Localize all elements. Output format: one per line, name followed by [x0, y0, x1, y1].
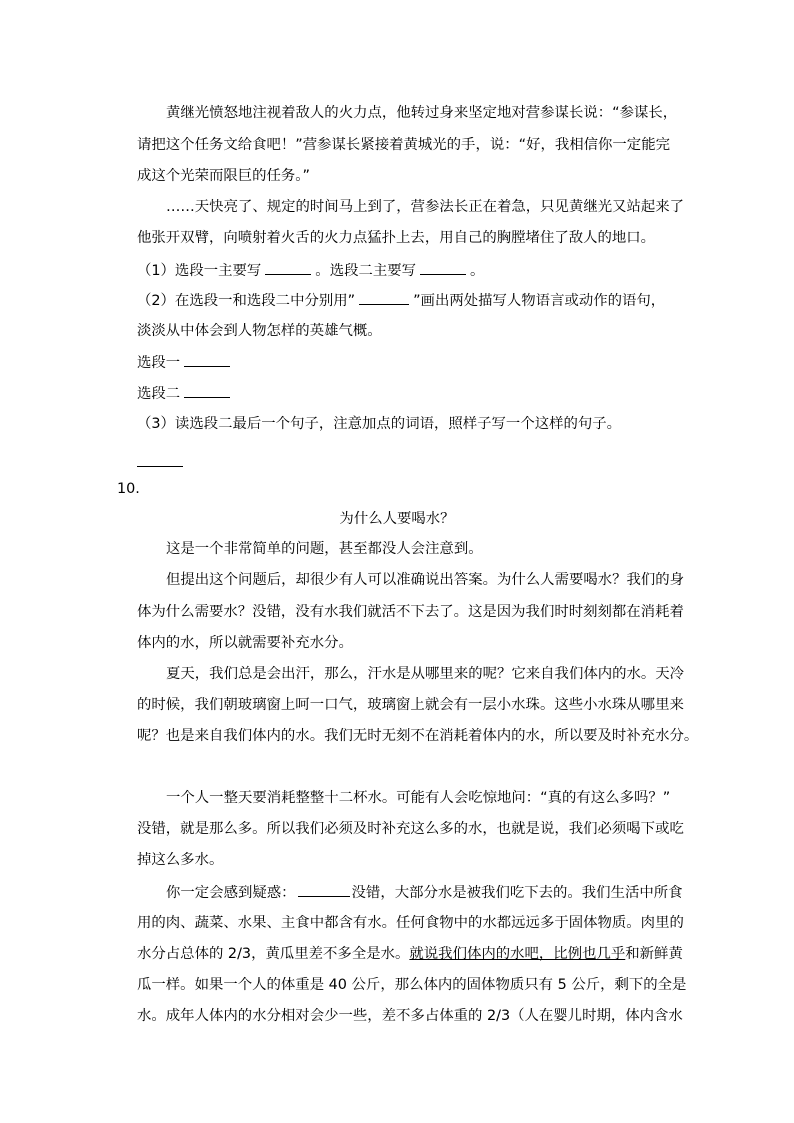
segment-1-answer — [137, 352, 234, 372]
paragraph-line: 但提出这个问题后，却很少有人可以准确说出答案。为什么人需要喝水？我们的身 — [166, 572, 685, 588]
text: 和新鲜黄 — [625, 946, 683, 962]
answer-blank[interactable] — [265, 260, 311, 275]
paragraph-line: 黄继光愤怒地注视着敌人的火力点，他转过身来坚定地对营参谋长说：“参谋长， — [166, 105, 678, 121]
paragraph-line: 用的肉、蔬菜、水果、主食中都含有水。任何食物中的水都远远多于固体物质。肉里的 — [137, 915, 684, 931]
question-text: 。选段二主要写 — [315, 263, 417, 279]
text: 水分占总体的 2/3，黄瓜里差不多全是水。 — [137, 946, 410, 962]
question-text: ”画出两处描写人物语言或动作的语句， — [413, 293, 666, 309]
label: 选段一 — [137, 355, 181, 371]
article-title: 为什么人要喝水？ — [339, 511, 455, 527]
question-3: （3）读选段二最后一个句子，注意加点的词语，照样子写一个这样的句子。 — [137, 416, 622, 432]
paragraph-line — [166, 882, 683, 902]
text: 没错，大部分水是被我们吃下去的。我们生活中所食 — [351, 885, 683, 901]
question-number: 10. — [117, 481, 140, 497]
paragraph-line: 瓜一样。如果一个人的体重是 40 公斤，那么体内的固体物质只有 5 公斤，剩下的全是 — [137, 977, 687, 993]
underlined-sentence: 就说我们体内的水吧，比例也几乎 — [409, 946, 626, 962]
question-text: （1）选段一主要写 — [137, 263, 262, 279]
question-text: 。 — [470, 263, 485, 279]
paragraph-line: 呢？也是来自我们体内的水。我们无时无刻不在消耗着体内的水，所以要及时补充水分。 — [137, 728, 699, 744]
paragraph-line: 这是一个非常简单的问题，甚至都没人会注意到。 — [166, 541, 483, 557]
paragraph-line: 体为什么需要水？没错，没有水我们就活不下去了。这是因为我们时时刻刻都在消耗着 — [137, 604, 684, 620]
paragraph-line: 成这个光荣而限巨的任务。” — [137, 168, 310, 184]
paragraph-line: 体内的水，所以就需要补充水分。 — [137, 635, 353, 651]
paragraph-line: 的时候，我们朝玻璃窗上呵一口气，玻璃窗上就会有一层小水珠。这些小水珠从哪里来 — [137, 697, 684, 713]
segment-2-answer — [137, 383, 234, 403]
paragraph-line: ……天快亮了、规定的时间马上到了，营参法长正在着急，只见黄继光又站起来了 — [166, 199, 685, 215]
question-2 — [137, 290, 665, 310]
paragraph-line: 掉这么多水。 — [137, 852, 224, 868]
paragraph-line: 夏天，我们总是会出汗，那么，汗水是从哪里来的呢？它来自我们体内的水。天冷 — [166, 666, 685, 682]
question-1 — [137, 260, 484, 280]
paragraph-line: 水。成年人体内的水分相对会少一些，差不多占体重的 2/3（人在婴儿时期，体内含水 — [137, 1008, 683, 1024]
answer-blank[interactable] — [184, 383, 230, 398]
paragraph-line: 一个人一整天要消耗整整十二杯水。可能有人会吃惊地问：“真的有这么多吗？” — [166, 790, 671, 806]
paragraph-line: 请把这个任务文给食吧！”营参谋长紧接着黄城光的手，说：“好，我相信你一定能完 — [137, 137, 670, 153]
answer-blank[interactable] — [420, 260, 466, 275]
answer-blank[interactable] — [137, 452, 183, 467]
text: 你一定会感到疑惑： — [166, 885, 296, 901]
paragraph-line — [137, 944, 683, 964]
question-text: （2）在选段一和选段二中分别用” — [137, 293, 356, 309]
label: 选段二 — [137, 386, 181, 402]
answer-blank[interactable] — [359, 290, 409, 305]
question-3-answer — [137, 452, 183, 472]
paragraph-line: 他张开双臂，向喷射着火舌的火力点猛扑上去，用自己的胸膛堵住了敌人的地口。 — [137, 230, 656, 246]
question-2-cont: 淡淡从中体会到人物怎样的英雄气概。 — [137, 323, 382, 339]
paragraph-line: 没错，就是那么多。所以我们必须及时补充这么多的水，也就是说，我们必须喝下或吃 — [137, 821, 684, 837]
answer-blank[interactable] — [184, 352, 230, 367]
answer-blank[interactable] — [298, 882, 350, 897]
